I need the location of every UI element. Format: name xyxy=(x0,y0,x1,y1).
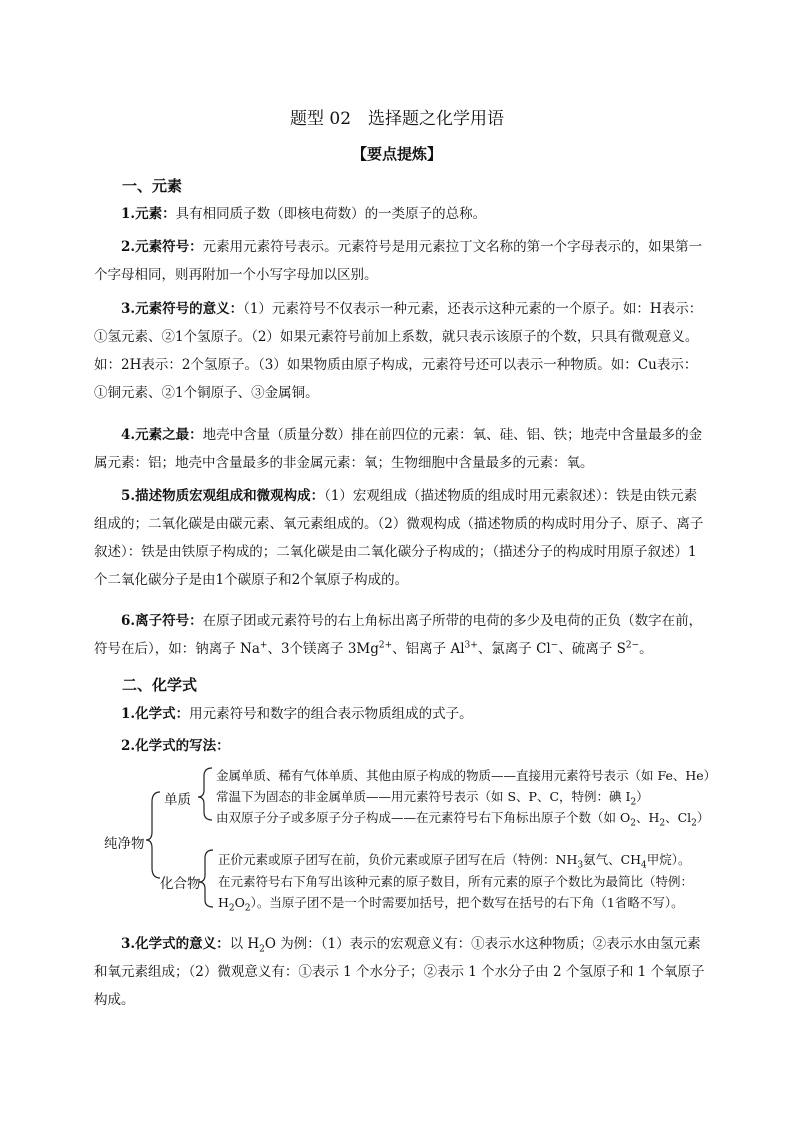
page-title: 题型 02 选择题之化学用语 xyxy=(289,109,505,129)
subscript: 4 xyxy=(641,860,647,871)
element-rule-2 xyxy=(216,787,649,808)
rule-text: 氨气、CH xyxy=(583,852,642,867)
subscript: 2 xyxy=(659,818,666,829)
rule-text: O xyxy=(234,895,245,910)
paragraph-lead: 4.元素之最： xyxy=(121,427,203,443)
rule-text: 正价元素或原子团写在前，负价元素或原子团写在后（特例：NH xyxy=(218,852,578,867)
element-brace xyxy=(198,768,212,820)
rule-text: 常温下为固态的非金属单质——用元素符号表示（如 S、P、C，特例：碘 I xyxy=(216,789,631,804)
paragraph-lead: 2.化学式的写法： xyxy=(121,738,230,754)
element-rule-3 xyxy=(216,808,710,829)
paragraph-text: 具有相同质子数（即核电荷数）的一类原子的总称。 xyxy=(175,206,487,222)
paragraph-lead: 3.化学式的意义： xyxy=(121,936,230,952)
compound-rule-2: 在元素符号右下角写出该种元素的原子数目，所有元素的原子个数比为最简比（特例： xyxy=(218,874,694,889)
paragraph-lead: 1.化学式： xyxy=(121,706,190,722)
tree-root-pure-substance: 纯净物 xyxy=(104,836,145,852)
charge-superscript: − xyxy=(550,640,559,651)
subscript: 2 xyxy=(630,797,637,808)
paragraph-text: 在原子团或元素符号的右上角标出离子所带的电荷的多少及电荷的正负（数字在前，符号在后），如：钠离子 Na xyxy=(94,613,703,657)
paragraph-lead: 6.离子符号： xyxy=(121,613,203,629)
paragraph-lead: 2.元素符号： xyxy=(121,239,203,255)
paragraph-text: 用元素符号和数字的组合表示物质组成的式子。 xyxy=(189,706,473,722)
paragraph-text: 、硫离子 S xyxy=(558,641,626,657)
root-brace xyxy=(146,792,160,878)
paragraph-lead: 3.元素符号的意义： xyxy=(121,301,244,317)
subscript: 2 xyxy=(259,944,265,955)
charge-superscript: + xyxy=(259,640,268,651)
paragraph-text: 、铝离子 Al xyxy=(392,641,465,657)
paragraph-lead: 5.描述物质宏观组成和微观构成： xyxy=(121,488,325,504)
compound-rule-3 xyxy=(218,893,684,914)
rule-text: H xyxy=(218,895,229,910)
rule-text: ） xyxy=(696,810,710,825)
paragraph-text: 地壳中含量（质量分数）排在前四位的元素：氧、硅、铝、铁；地壳中含量最多的金属元素：铝；地壳中含量最多的非金属元素：氧；生物细胞中含量最多的元素：氧。 xyxy=(94,427,703,471)
paragraph-text: 、3个镁离子 3Mg xyxy=(267,641,379,657)
rule-text: ） xyxy=(636,789,649,804)
rule-text: 、Cl xyxy=(665,810,692,825)
element-rule-1: 金属单质、稀有气体单质、其他由原子构成的物质——直接用元素符号表示（如 Fe、He） xyxy=(216,768,717,783)
charge-superscript: 2− xyxy=(625,640,640,651)
rule-text: ）。当原子团不是一个时需要加括号，把个数写在括号的右下角（1省略不写）。 xyxy=(250,895,684,910)
paragraph-lead: 1.元素： xyxy=(121,206,176,222)
subscript: 2 xyxy=(244,903,251,914)
subscript: 2 xyxy=(630,818,636,829)
subscript: 2 xyxy=(691,818,697,829)
compound-brace xyxy=(199,850,213,907)
tree-branch-compound: 化合物 xyxy=(160,876,201,892)
paragraph-text: O 为例：（1）表示的宏观意义有：①表示水这种物质；②表示水由氢元素和氧元素组成；（2）微观意义有：①表示 1 个水分子；②表示 1 个水分子由 2 个氢原子和 1 个氧原子构成。 xyxy=(94,936,705,1008)
section-heading-formula: 二、化学式 xyxy=(122,676,198,694)
paragraph-text: （1）元素符号不仅表示一种元素，还表示这种元素的一个原子。如：H表示：①氢元素、②1个氢原子。（2）如果元素符号前加上系数，就只表示该原子的个数，只具有微观意义。如：2H表示：2个氢原子。（3）如果物质由原子构成，元素符号还可以表示一种物质。如：Cu表示：①铜元素、②1个铜原子、③金属铜。 xyxy=(94,301,703,401)
paragraph-text: 。 xyxy=(639,641,653,657)
compound-rule-1 xyxy=(218,850,691,871)
tree-branch-element: 单质 xyxy=(164,792,191,808)
paragraph-formula-meaning xyxy=(94,930,706,1014)
rule-text: 甲烷）。 xyxy=(646,852,691,867)
paragraph-text: 以 H xyxy=(229,936,260,952)
charge-superscript: 3+ xyxy=(464,640,478,651)
paragraph-text: （1）宏观组成（描述物质的组成时用元素叙述）：铁是由铁元素组成的；二氧化碳是由碳元素、氧元素组成的。（2）微观构成（描述物质的构成时用分子、原子、离子叙述）：铁是由铁原子构成的；二氧化碳是由二氧化碳分子构成的；（描述分子的构成时用原子叙述）1个二氧化碳分子是由1个碳原子和2个氧原子构成的。 xyxy=(94,488,704,588)
rule-text: 由双原子分子或多原子分子构成——在元素符号右下角标出原子个数（如 O xyxy=(216,810,631,825)
page-subtitle: 【要点提炼】 xyxy=(351,145,442,163)
section-heading-elements: 一、元素 xyxy=(122,177,183,195)
subscript: 2 xyxy=(228,903,235,914)
charge-superscript: 2+ xyxy=(378,640,393,651)
subscript: 3 xyxy=(577,860,584,871)
paragraph-text: 元素用元素符号表示。元素符号是用元素拉丁文名称的第一个字母表示的，如果第一个字母相同，则再附加一个小写字母加以区别。 xyxy=(94,239,703,283)
paragraph-text: 、氯离子 Cl xyxy=(477,641,551,657)
rule-text: 、H xyxy=(635,810,660,825)
